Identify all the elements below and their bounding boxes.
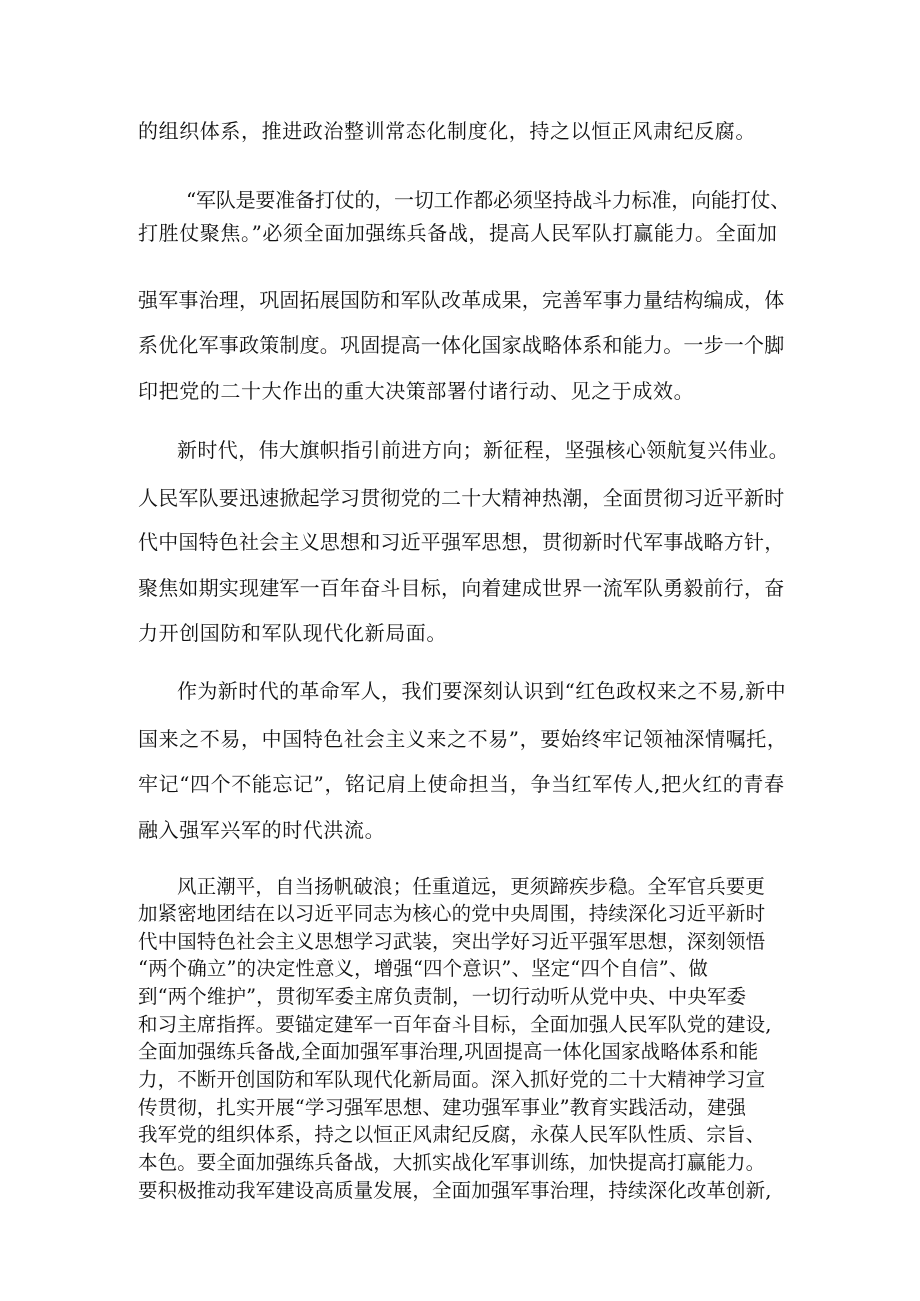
text-line: “军队是要准备打仗的，一切工作都必须坚持战斗力标准，向能打仗、 bbox=[186, 188, 791, 212]
text-line: 聚焦如期实现建军一百年奋斗目标，向着建成世界一流军队勇毅前行，奋 bbox=[138, 576, 785, 600]
text-line: 人民军队要迅速掀起学习贯彻党的二十大精神热潮，全面贯彻习近平新时 bbox=[138, 486, 785, 510]
text-line: 融入强军兴军的时代洪流。 bbox=[138, 818, 386, 842]
text-line: 新时代，伟大旗帜指引前进方向；新征程，坚强核心领航复兴伟业。 bbox=[177, 438, 789, 462]
text-line: 全面加强练兵备战,全面加强军事治理,巩固提高一体化国家战略体系和能 bbox=[138, 1040, 759, 1063]
text-line: 打胜仗聚焦。”必须全面加强练兵备战，提高人民军队打赢能力。全面加 bbox=[138, 221, 778, 245]
text-line: 国来之不易，中国特色社会主义来之不易”，要始终牢记领袖深情嘱托， bbox=[138, 727, 788, 751]
text-line: 的组织体系，推进政治整训常态化制度化，持之以恒正风肃纪反腐。 bbox=[138, 119, 756, 143]
text-line: 代中国特色社会主义思想学习武装，突出学好习近平强军思想，深刻领悟 bbox=[138, 930, 766, 953]
text-line: “两个确立”的决定性意义，增强“四个意识”、坚定“四个自信”、做 bbox=[138, 957, 709, 980]
text-line: 风正潮平，自当扬帆破浪；任重道远，更须蹄疾步稳。全军官兵要更 bbox=[177, 875, 766, 898]
text-line: 要积极推动我军建设高质量发展，全面加强军事治理，持续深化改革创新, bbox=[138, 1179, 772, 1202]
text-line: 牢记“四个不能忘记”，铭记肩上使命担当，争当红军传人,把火红的青春 bbox=[138, 772, 785, 796]
text-line: 传贯彻，扎实开展“学习强军思想、建功强军事业”教育实践活动，建强 bbox=[138, 1096, 747, 1119]
text-line: 系优化军事政策制度。巩固提高一体化国家战略体系和能力。一步一个脚 bbox=[138, 333, 785, 357]
text-line: 力开创国防和军队现代化新局面。 bbox=[138, 621, 447, 645]
text-line: 印把党的二十大作出的重大决策部署付诸行动、见之于成效。 bbox=[138, 379, 695, 403]
text-line: 和习主席指挥。要锚定建军一百年奋斗目标，全面加强人民军队党的建设, bbox=[138, 1013, 772, 1036]
text-line: 我军党的组织体系，持之以恒正风肃纪反腐，永葆人民军队性质、宗旨、 bbox=[138, 1123, 766, 1146]
text-line: 力，不断开创国防和军队现代化新局面。深入抓好党的二十大精神学习宣 bbox=[138, 1068, 766, 1091]
text-line: 本色。要全面加强练兵备战，大抓实战化军事训练，加快提高打赢能力。 bbox=[138, 1151, 766, 1174]
text-line: 作为新时代的革命军人，我们要深刻认识到“红色政权来之不易,新中 bbox=[177, 679, 786, 703]
text-line: 加紧密地团结在以习近平同志为核心的党中央周围，持续深化习近平新时 bbox=[138, 902, 766, 925]
text-line: 到“两个维护”，贯彻军委主席负责制，一切行动听从党中央、中央军委 bbox=[138, 985, 747, 1008]
text-line: 代中国特色社会主义思想和习近平强军思想，贯彻新时代军事战略方针， bbox=[138, 530, 785, 554]
text-line: 强军事治理，巩固拓展国防和军队改革成果，完善军事力量结构编成，体 bbox=[138, 288, 785, 312]
